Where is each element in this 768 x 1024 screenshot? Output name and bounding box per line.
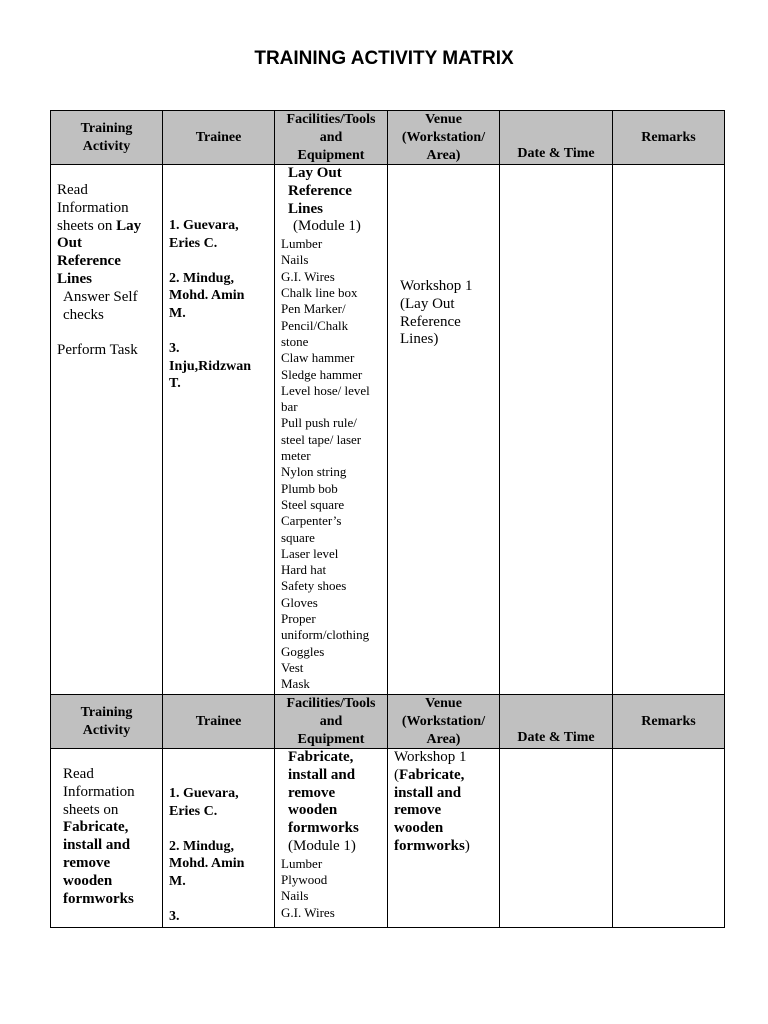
row1-trainee-cell: 1. Guevara, Eries C. 2. Mindug, Mohd. Amin M. 3. Inju,Ridzwan T. (162, 164, 275, 695)
equipment-item: steel tape/ laser (281, 431, 362, 447)
header-date-time: Date & Time (499, 694, 613, 749)
header-facilities: Facilities/Tools and Equipment (274, 694, 388, 749)
row1-module-title: Lay Out Reference Lines (Module 1) (288, 165, 361, 235)
header-venue: Venue (Workstation/ Area) (387, 110, 500, 165)
equipment-item: Hard hat (281, 562, 327, 578)
equipment-item: Safety shoes (281, 578, 347, 594)
equipment-item: bar (281, 399, 298, 415)
equipment-item: Level hose/ level (281, 382, 370, 398)
equipment-item: stone (281, 333, 309, 349)
header-remarks: Remarks (612, 110, 725, 165)
header-remarks: Remarks (612, 694, 725, 749)
row2-activity-cell: Read Information sheets on Fabricate, install and remove wooden formworks (50, 748, 163, 928)
equipment-item: G.I. Wires (281, 268, 335, 284)
row2-trainee-cell: 1. Guevara, Eries C. 2. Mindug, Mohd. Amin M. 3. (162, 748, 275, 928)
equipment-item: Claw hammer (281, 350, 355, 366)
row2-module-title: Fabricate, install and remove wooden formworks (Module 1) (288, 749, 359, 854)
header-training-activity: Training Activity (50, 694, 163, 749)
equipment-item: Chalk line box (281, 285, 358, 301)
equipment-item: Steel square (281, 496, 345, 512)
header-trainee: Trainee (162, 694, 275, 749)
equipment-item: Mask (281, 676, 310, 692)
row1-facilities-cell (274, 164, 388, 695)
equipment-item: Vest (281, 659, 304, 675)
equipment-item: Lumber (281, 236, 323, 252)
equipment-item: meter (281, 448, 311, 464)
equipment-item: uniform/clothing (281, 627, 370, 643)
header-venue: Venue (Workstation/ Area) (387, 694, 500, 749)
equipment-item: Gloves (281, 594, 318, 610)
equipment-item: Proper (281, 611, 316, 627)
equipment-item: square (281, 529, 315, 545)
row2-venue-cell: Workshop 1 (Fabricate, install and remove wooden formworks) (387, 748, 500, 928)
equipment-item: Pencil/Chalk (281, 317, 349, 333)
row2-facilities-cell (274, 748, 388, 928)
row1-equipment-list (281, 236, 387, 692)
equipment-item: Nails (281, 252, 309, 268)
equipment-item: Pull push rule/ (281, 415, 357, 431)
equipment-item: Nylon string (281, 464, 347, 480)
header-facilities: Facilities/Tools and Equipment (274, 110, 388, 165)
row1-remarks-cell (612, 164, 725, 695)
equipment-item: G.I. Wires (281, 904, 335, 920)
header-training-activity: Training Activity (50, 110, 163, 165)
row2-date-time-cell (499, 748, 613, 928)
equipment-item: Goggles (281, 643, 325, 659)
page-title: TRAINING ACTIVITY MATRIX (254, 48, 514, 69)
header-trainee: Trainee (162, 110, 275, 165)
row2-equipment-list (281, 856, 387, 921)
row1-date-time-cell (499, 164, 613, 695)
row1-activity-cell: Read Information sheets on Lay Out Reference Lines Answer Self checks Perform Task (50, 164, 163, 695)
equipment-item: Pen Marker/ (281, 301, 346, 317)
row2-remarks-cell (612, 748, 725, 928)
equipment-item: Laser level (281, 545, 339, 561)
equipment-item: Carpenter’s (281, 513, 342, 529)
equipment-item: Plumb bob (281, 480, 338, 496)
equipment-item: Nails (281, 888, 309, 904)
header-date-time: Date & Time (499, 110, 613, 165)
equipment-item: Sledge hammer (281, 366, 363, 382)
equipment-item: Plywood (281, 872, 328, 888)
equipment-item: Lumber (281, 855, 323, 871)
row1-venue-cell: Workshop 1 (Lay Out Reference Lines) (387, 164, 500, 695)
